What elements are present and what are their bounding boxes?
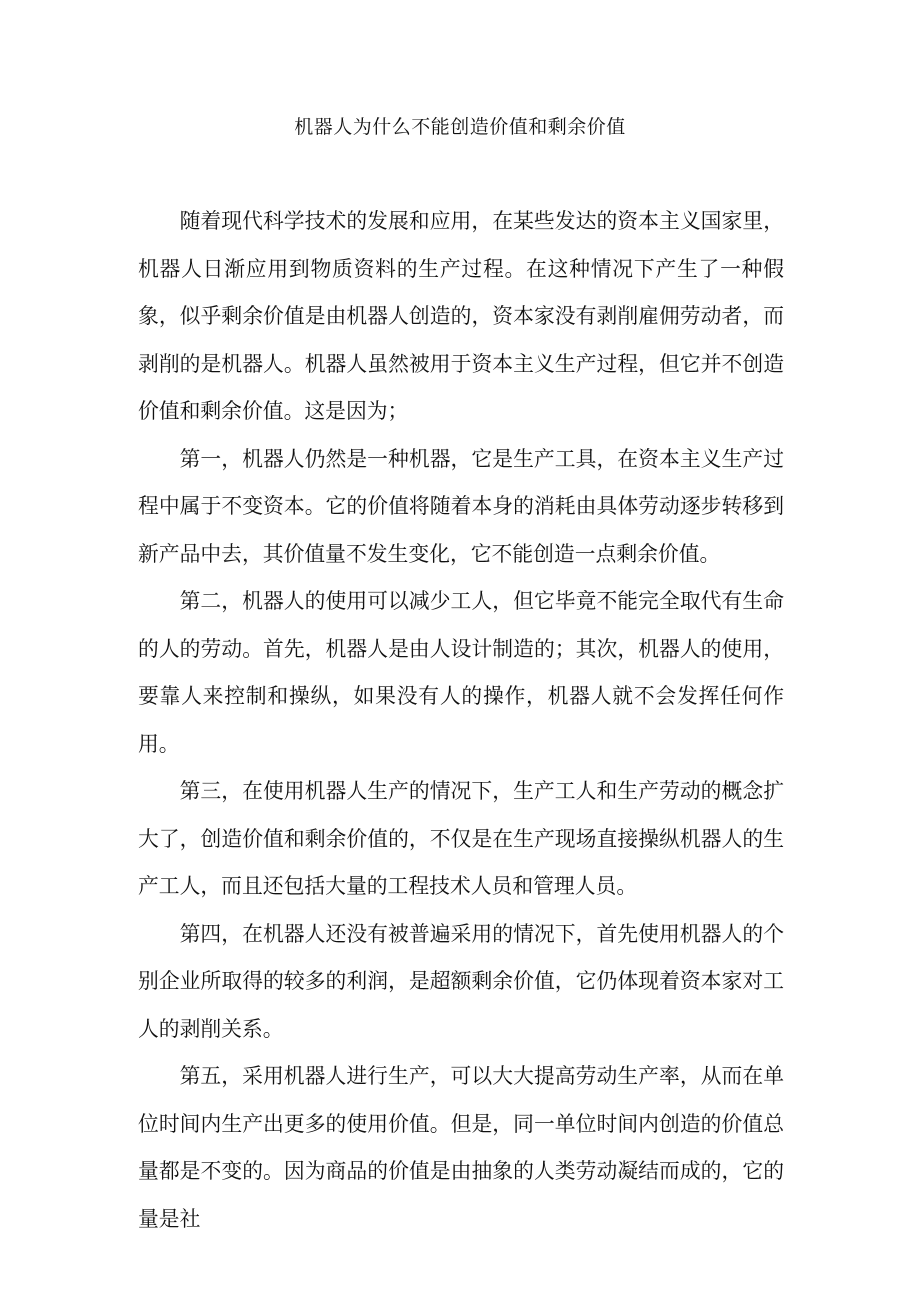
paragraph-third-reason: 第三，在使用机器人生产的情况下，生产工人和生产劳动的概念扩大了，创造价值和剩余价值的，不仅是在生产现场直接操纵机器人的生产工人，而且还包括大量的工程技术人员和管理人员。: [138, 779, 784, 898]
paragraph-second-reason: 第二，机器人的使用可以减少工人，但它毕竟不能完全取代有生命的人的劳动。首先，机器人是由人设计制造的；其次，机器人的使用，要靠人来控制和操纵，如果没有人的操作，机器人就不会发挥任何作用。: [138, 589, 784, 756]
paragraph-first-reason: 第一，机器人仍然是一种机器，它是生产工具，在资本主义生产过程中属于不变资本。它的价值将随着本身的消耗由具体劳动逐步转移到新产品中去，其价值量不发生变化，它不能创造一点剩余价值。: [138, 446, 784, 566]
document-title: 机器人为什么不能创造价值和剩余价值: [294, 116, 626, 138]
paragraph-intro: 随着现代科学技术的发展和应用，在某些发达的资本主义国家里，机器人日渐应用到物质资料的生产过程。在这种情况下产生了一种假象，似乎剩余价值是由机器人创造的，资本家没有剥削雇佣劳动者，而剥削的是机器人。机器人虽然被用于资本主义生产过程，但它并不创造价值和剩余价值。这是因为；: [138, 209, 784, 423]
paragraph-fifth-reason: 第五，采用机器人进行生产，可以大大提高劳动生产率，从而在单位时间内生产出更多的使用价值。但是，同一单位时间内创造的价值总量都是不变的。因为商品的价值是由抽象的人类劳动凝结而成的，它的量是社: [138, 1064, 784, 1231]
paragraph-fourth-reason: 第四，在机器人还没有被普遍采用的情况下，首先使用机器人的个别企业所取得的较多的利润，是超额剩余价值，它仍体现着资本家对工人的剥削关系。: [138, 921, 784, 1041]
document-body: [138, 198, 784, 1243]
